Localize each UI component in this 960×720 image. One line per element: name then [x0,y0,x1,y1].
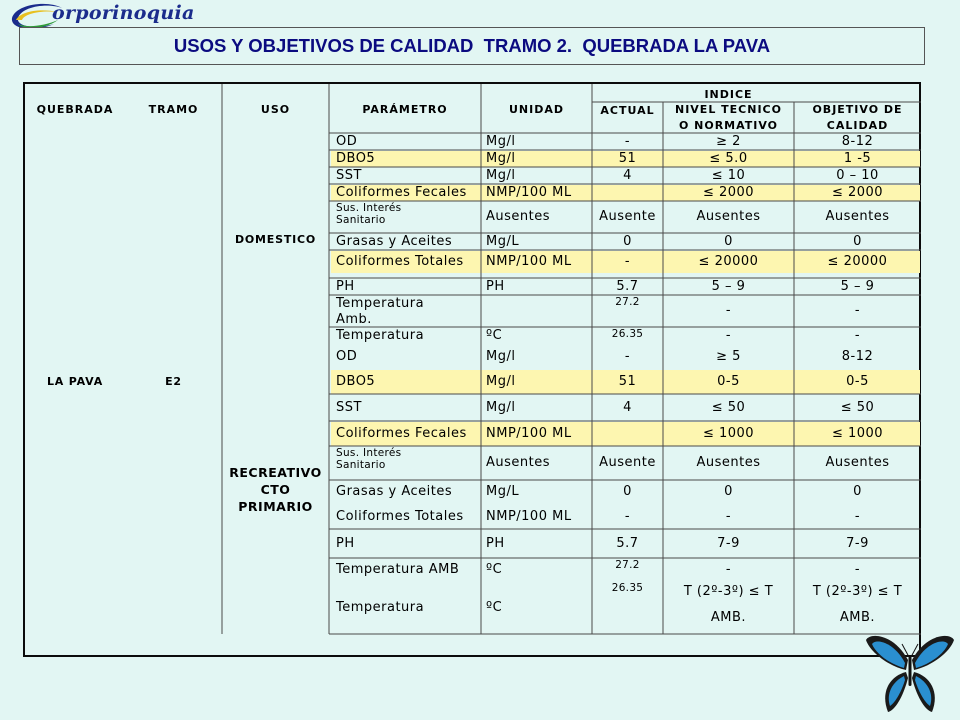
row-19-objetivo-line1: T (2º-3º) ≤ T [812,584,903,599]
row-10-parametro: OD [336,349,358,364]
row-8-nivel: - [725,303,732,318]
row-2-nivel: ≤ 10 [711,168,746,183]
row-15-actual: 0 [623,484,632,499]
row-19-actual: 26.35 [611,582,644,594]
row-16-objetivo: - [854,509,861,524]
row-10-nivel: ≥ 5 [716,349,741,364]
row-13-nivel: ≤ 1000 [702,426,755,441]
header-parametro: PARÁMETRO [362,103,448,116]
row-2-objetivo: 0 – 10 [836,168,879,183]
row-1-parametro: DBO5 [336,151,376,166]
row-19-nivel-line1: T (2º-3º) ≤ T [683,584,774,599]
row-11-actual: 51 [618,374,637,389]
uso-recreativo-line3: PRIMARIO [238,499,313,514]
row-10-objetivo: 8-12 [841,349,874,364]
row-16-nivel: - [725,509,732,524]
row-3-parametro: Coliformes Fecales [336,185,467,200]
header-nivel-line2: O NORMATIVO [678,119,779,132]
row-5-parametro: Grasas y Aceites [336,234,453,249]
row-0-unidad: Mg/l [486,134,516,149]
row-12-unidad: Mg/l [486,400,516,415]
row-15-unidad: Mg/L [486,484,520,499]
header-uso: USO [260,103,291,116]
row-7-objetivo: 5 – 9 [840,279,875,294]
row-13-objetivo: ≤ 1000 [831,426,884,441]
row-4-unidad: Ausentes [486,209,551,224]
row-19-parametro: Temperatura [336,600,425,615]
header-objetivo-line1: OBJETIVO DE [812,103,903,116]
row-0-objetivo: 8-12 [841,134,874,149]
row-3-objetivo: ≤ 2000 [831,185,884,200]
row-2-unidad: Mg/l [486,168,516,183]
row-5-objetivo: 0 [853,234,862,249]
row-17-nivel: 7-9 [717,536,740,551]
row-1-actual: 51 [618,151,637,166]
row-1-unidad: Mg/l [486,151,516,166]
row-0-nivel: ≥ 2 [716,134,741,149]
row-6-parametro: Coliformes Totales [336,254,464,269]
row-5-actual: 0 [623,234,632,249]
row-13-parametro: Coliformes Fecales [336,426,467,441]
row-16-unidad: NMP/100 ML [486,509,572,524]
row-4-nivel: Ausentes [696,209,761,224]
row-19-nivel-line2: AMB. [710,610,747,625]
header-tramo: TRAMO [148,103,199,116]
row-16-actual: - [624,509,631,524]
row-14-parametro-line2: Sanitario [336,459,386,471]
row-11-parametro: DBO5 [336,374,376,389]
row-14-objetivo: Ausentes [825,455,890,470]
tramo-value: E2 [165,375,182,388]
row-15-objetivo: 0 [853,484,862,499]
row-2-parametro: SST [336,168,362,183]
row-18-nivel: - [725,562,732,577]
row-7-nivel: 5 – 9 [711,279,746,294]
header-unidad: UNIDAD [508,103,564,116]
row-18-actual: 27.2 [615,559,640,571]
row-18-objetivo: - [854,562,861,577]
header-quebrada: QUEBRADA [36,103,114,116]
row-15-nivel: 0 [724,484,733,499]
row-9-parametro: Temperatura [336,328,425,343]
row-12-objetivo: ≤ 50 [840,400,875,415]
row-11-nivel: 0-5 [717,374,740,389]
row-18-parametro: Temperatura AMB [336,562,460,577]
row-1-objetivo: 1 -5 [843,151,872,166]
row-11-objetivo: 0-5 [846,374,869,389]
header-objetivo-line2: CALIDAD [826,119,889,132]
row-9-objetivo: - [854,328,861,343]
row-0-parametro: OD [336,134,358,149]
row-14-parametro-line1: Sus. Interés [336,447,402,459]
logo-text: orporinoquia [52,2,195,24]
row-4-actual: Ausente [599,209,656,224]
butterfly-icon [864,630,956,716]
row-4-parametro-line1: Sus. Interés [336,202,402,214]
row-2-actual: 4 [623,168,632,183]
row-9-nivel: - [725,328,732,343]
row-16-parametro: Coliformes Totales [336,509,464,524]
row-17-unidad: PH [486,536,505,551]
row-5-unidad: Mg/L [486,234,520,249]
row-6-unidad: NMP/100 ML [486,254,572,269]
row-8-objetivo: - [854,303,861,318]
row-9-unidad: ºC [486,328,503,343]
row-12-nivel: ≤ 50 [711,400,746,415]
row-15-parametro: Grasas y Aceites [336,484,453,499]
quebrada-value: LA PAVA [46,375,104,388]
row-9-actual: 26.35 [611,328,644,340]
page-title: USOS Y OBJETIVOS DE CALIDAD TRAMO 2. QUEBRADA LA PAVA [173,35,771,56]
row-7-actual: 5.7 [616,279,639,294]
row-14-nivel: Ausentes [696,455,761,470]
row-13-unidad: NMP/100 ML [486,426,572,441]
row-6-objetivo: ≤ 20000 [827,254,888,269]
row-17-actual: 5.7 [616,536,639,551]
row-19-unidad: ºC [486,600,503,615]
row-4-objetivo: Ausentes [825,209,890,224]
row-8-parametro-line1: Temperatura [336,296,425,311]
row-18-unidad: ºC [486,562,503,577]
row-3-unidad: NMP/100 ML [486,185,572,200]
row-3-nivel: ≤ 2000 [702,185,755,200]
row-10-actual: - [624,349,631,364]
row-5-nivel: 0 [724,234,733,249]
row-17-parametro: PH [336,536,355,551]
row-0-actual: - [624,134,631,149]
row-10-unidad: Mg/l [486,349,516,364]
header-indice: INDICE [704,88,753,101]
row-7-unidad: PH [486,279,505,294]
row-17-objetivo: 7-9 [846,536,869,551]
row-6-nivel: ≤ 20000 [698,254,759,269]
row-8-actual: 27.2 [615,296,640,308]
row-14-actual: Ausente [599,455,656,470]
row-1-nivel: ≤ 5.0 [709,151,748,166]
uso-recreativo-line2: CTO [260,482,291,497]
page-title-box [19,27,925,65]
row-11-unidad: Mg/l [486,374,516,389]
row-14-unidad: Ausentes [486,455,551,470]
row-8-parametro-line2: Amb. [336,312,372,327]
header-nivel-line1: NIVEL TECNICO [675,103,782,116]
row-12-parametro: SST [336,400,362,415]
header-actual: ACTUAL [600,104,655,117]
row-7-parametro: PH [336,279,355,294]
uso-recreativo-line1: RECREATIVO [229,465,322,480]
row-19-objetivo-line2: AMB. [839,610,876,625]
uso-domestico: DOMESTICO [234,233,317,246]
row-4-parametro-line2: Sanitario [336,214,386,226]
row-12-actual: 4 [623,400,632,415]
row-6-actual: - [624,254,631,269]
